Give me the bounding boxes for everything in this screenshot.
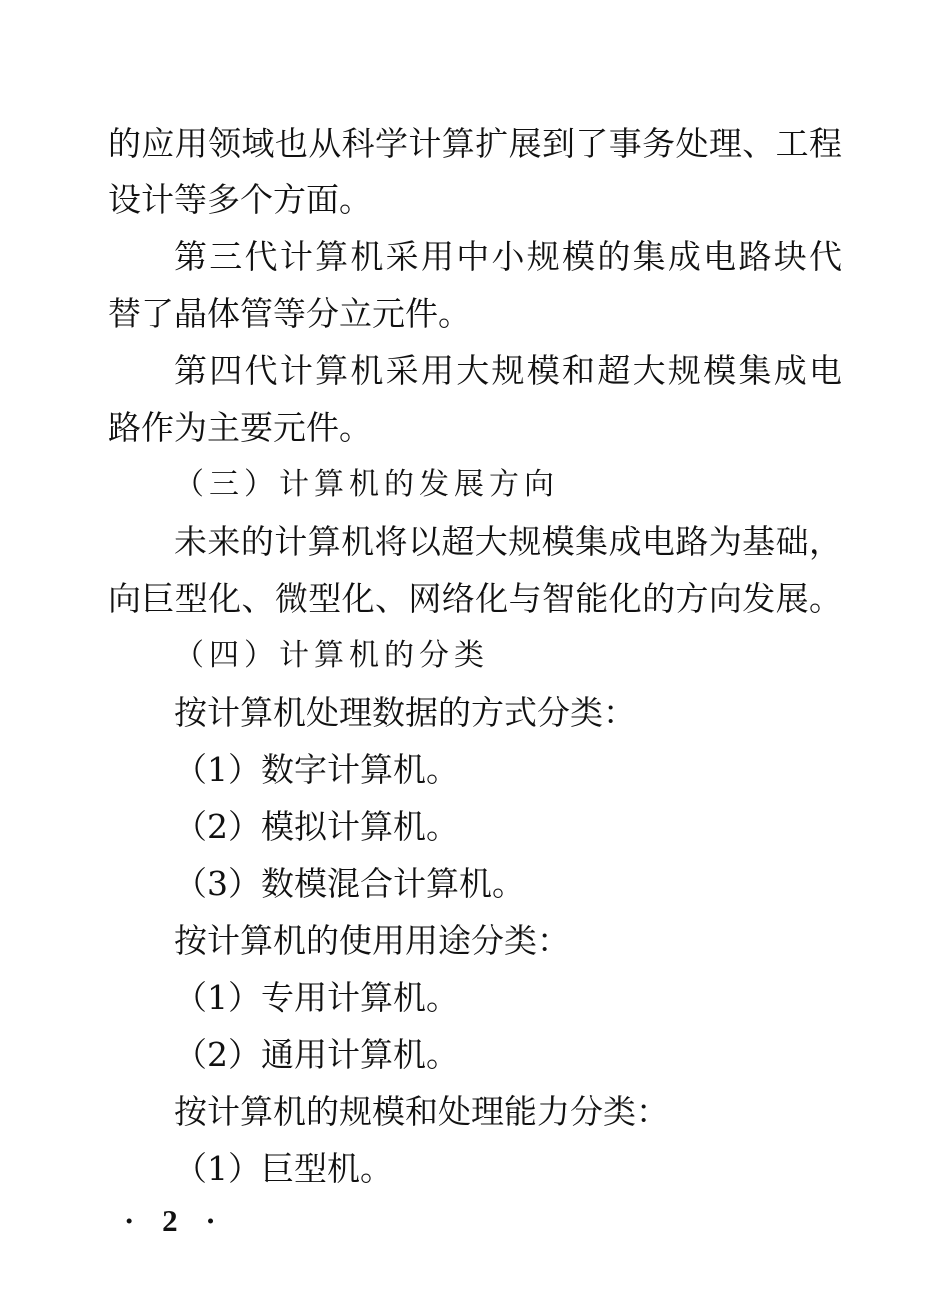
paragraph-line: 第三代计算机采用中小规模的集成电路块代 bbox=[174, 237, 842, 276]
section-heading: （三）计算机的发展方向 bbox=[174, 467, 559, 502]
paragraph-line: 路作为主要元件。 bbox=[108, 408, 372, 447]
list-item: （1）数字计算机。 bbox=[174, 750, 459, 789]
paragraph-line: 按计算机的使用用途分类： bbox=[174, 921, 570, 960]
paragraph-line: 按计算机的规模和处理能力分类： bbox=[174, 1092, 669, 1131]
paragraph-line: 替了晶体管等分立元件。 bbox=[108, 294, 471, 333]
paragraph-line: 向巨型化、微型化、网络化与智能化的方向发展。 bbox=[108, 579, 842, 618]
list-item: （1）专用计算机。 bbox=[174, 978, 459, 1017]
paragraph-line: 设计等多个方面。 bbox=[108, 180, 372, 219]
paragraph-line: 按计算机处理数据的方式分类： bbox=[174, 693, 636, 732]
page-number: · 2 · bbox=[124, 1203, 226, 1238]
list-item: （2）模拟计算机。 bbox=[174, 807, 459, 846]
paragraph-line: 第四代计算机采用大规模和超大规模集成电 bbox=[174, 351, 842, 390]
list-item: （2）通用计算机。 bbox=[174, 1035, 459, 1074]
paragraph-line: 未来的计算机将以超大规模集成电路为基础， bbox=[174, 522, 842, 561]
paragraph-line: 的应用领域也从科学计算扩展到了事务处理、工程 bbox=[108, 124, 842, 163]
list-item: （3）数模混合计算机。 bbox=[174, 864, 525, 903]
section-heading: （四）计算机的分类 bbox=[174, 638, 489, 673]
list-item: （1）巨型机。 bbox=[174, 1149, 393, 1188]
